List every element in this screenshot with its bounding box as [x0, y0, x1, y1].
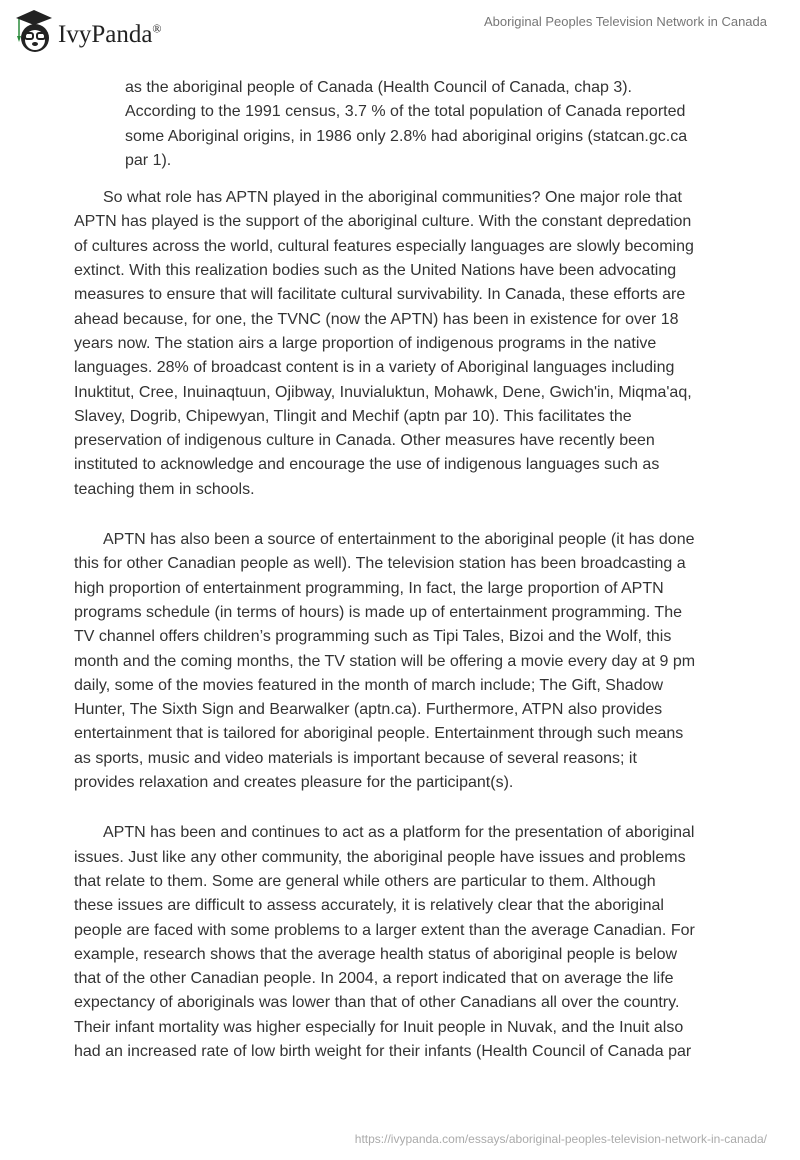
paragraph-line: example, research shows that the average health status of aboriginal people is below: [74, 945, 678, 963]
paragraph-line: So what role has APTN played in the aboriginal communities? One major role that: [103, 189, 682, 207]
paragraph: [74, 186, 734, 502]
document-title: Aboriginal Peoples Television Network in Canada: [483, 14, 767, 29]
paragraph-line: Inuktitut, Cree, Inuinaqtuun, Ojibway, Inuvialuktun, Mohawk, Dene, Gwich'in, Miqma'aq,: [74, 383, 692, 401]
paragraph: [74, 528, 734, 795]
essay-body: [74, 76, 734, 1090]
paragraph-line: that relate to them. Some are general while others are particular to them. Although: [74, 872, 656, 890]
quote-line: some Aboriginal origins, in 1986 only 2.8% had aboriginal origins (statcan.gc.ca: [125, 127, 688, 145]
quote-line: as the aboriginal people of Canada (Health Council of Canada, chap 3).: [125, 79, 632, 96]
paragraph-line: ahead because, for one, the TVNC (now the APTN) has been in existence for over 18: [74, 310, 679, 328]
paragraph-line: issues. Just like any other community, the aboriginal people have issues and problems: [74, 848, 686, 866]
paragraph-line: measures to ensure that will facilitate cultural survivability. In Canada, these efforts are: [74, 286, 686, 304]
quote-line: According to the 1991 census, 3.7 % of the total population of Canada reported: [125, 103, 686, 121]
paragraph-line: this for other Canadian people as well). The television station has been broadcasting a: [74, 555, 686, 573]
quote-line: par 1).: [125, 151, 172, 169]
paragraph-line: entertainment that is tailored for aboriginal people. Entertainment through such means: [74, 725, 684, 743]
paragraph-line: provides relaxation and creates pleasure for the participant(s).: [74, 774, 514, 792]
paragraph-line: languages. 28% of broadcast content is in a variety of Aboriginal languages including: [74, 359, 675, 377]
panda-graduate-icon: [14, 8, 54, 54]
paragraph-line: daily, some of the movies featured in the month of march include; The Gift, Shadow: [74, 676, 664, 694]
paragraph-line: high proportion of entertainment programming, In fact, the large proportion of APTN: [74, 579, 664, 597]
paragraph-line: TV channel offers children’s programming such as Tipi Tales, Bizoi and the Wolf, this: [74, 628, 672, 646]
paragraph-line: instituted to acknowledge and encourage the use of indigenous languages such as: [74, 456, 660, 474]
paragraph-line: APTN has also been a source of entertainment to the aboriginal people (it has done: [103, 531, 695, 549]
paragraph-line: people are faced with some problems to a larger extent than the average Canadian. For: [74, 921, 695, 939]
logo-text: IvyPanda: [58, 21, 153, 48]
paragraph-line: month and the coming months, the TV station will be offering a movie every day at 9 pm: [74, 652, 696, 670]
paragraph-line: preservation of indigenous culture in Canada. Other measures have recently been: [74, 432, 655, 450]
paragraph-line: teaching them in schools.: [74, 480, 255, 498]
paragraph-line: years now. The station airs a large proportion of indigenous programs in the native: [74, 334, 657, 352]
paragraph-line: APTN has been and continues to act as a platform for the presentation of aboriginal: [103, 824, 695, 842]
block-quote: [125, 76, 734, 173]
registered-mark: ®: [152, 21, 162, 36]
ivypanda-logo[interactable]: [14, 8, 162, 54]
paragraph-line: APTN has played is the support of the aboriginal culture. With the constant depredation: [74, 213, 692, 231]
paragraph-line: had an increased rate of low birth weight for their infants (Health Council of Canada par: [74, 1042, 692, 1060]
page-header: [0, 0, 800, 60]
paragraph-line: that of the other Canadian people. In 2004, a report indicated that on average the life: [74, 970, 674, 988]
paragraph-line: Hunter, The Sixth Sign and Bearwalker (aptn.ca). Furthermore, ATPN also provides: [74, 701, 663, 719]
paragraph-line: programs schedule (in terms of hours) is made up of entertainment programming. The: [74, 603, 682, 621]
paragraph-line: expectancy of aboriginals was lower than that of other Canadians all over the country.: [74, 994, 680, 1012]
paragraph-line: as sports, music and video materials is important because of several reasons; it: [74, 749, 637, 767]
paragraph-line: of cultures across the world, cultural features especially languages are slowly becoming: [74, 237, 694, 255]
paragraph-line: Their infant mortality was higher especially for Inuit people in Nuvak, and the Inuit also: [74, 1018, 684, 1036]
paragraph: [74, 821, 734, 1064]
paragraph-line: extinct. With this realization bodies such as the United Nations have been advocating: [74, 262, 677, 280]
paragraph-line: Slavey, Dogrib, Chipewyan, Tlingit and Mechif (aptn par 10). This facilitates the: [74, 407, 632, 425]
source-url[interactable]: https://ivypanda.com/essays/aboriginal-peoples-television-network-in-canada/: [354, 1132, 767, 1146]
paragraph-line: these issues are difficult to assess accurately, it is relatively clear that the aboriginal: [74, 897, 664, 915]
